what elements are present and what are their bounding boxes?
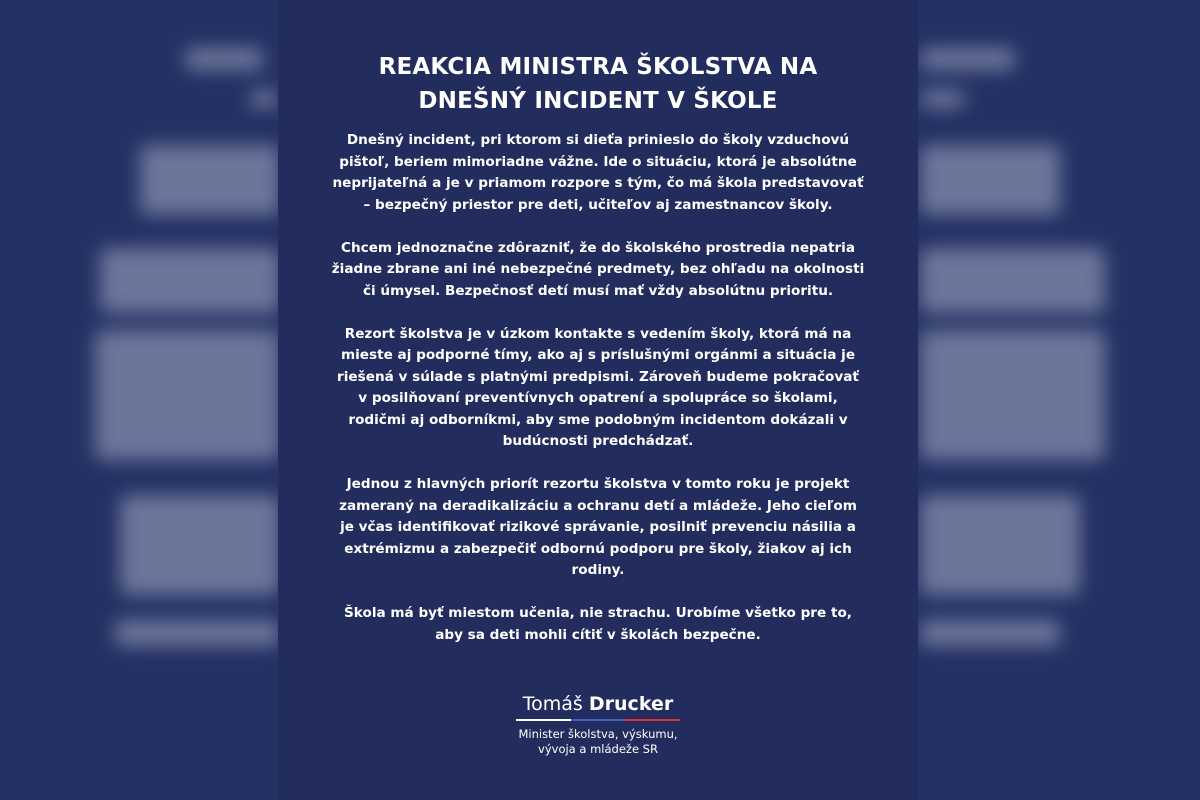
signature-role	[278, 727, 918, 757]
paragraph-closing	[326, 603, 870, 646]
signature-name	[523, 692, 673, 716]
text-line: Dnešný incident, pri ktorom si dieťa prinieslo do školy vzduchovú	[346, 132, 850, 148]
text-line: budúcnosti predchádzať.	[502, 433, 694, 449]
statement-panel	[278, 0, 918, 800]
paragraph-project	[326, 474, 870, 582]
text-line: rodiny.	[571, 562, 625, 578]
paragraph-incident	[326, 130, 870, 216]
text-line: aby sa deti mohli cítiť v školách bezpečne.	[435, 626, 761, 643]
text-line: mieste aj podporné tímy, ako aj s príslušnými orgánmi a situácia je	[340, 347, 856, 363]
statement-content	[278, 0, 918, 800]
rule-segment-blue	[571, 719, 626, 721]
paragraph-no-weapons	[326, 238, 870, 303]
text-line: pištoľ, beriem mimoriadne vážne. Ide o situáciu, ktorá je absolútne	[339, 153, 857, 170]
signature-block	[278, 692, 918, 757]
text-line: Chcem jednoznačne zdôrazniť, že do školského prostredia nepatria	[341, 239, 855, 256]
text-line: Jednou z hlavných priorít rezortu školstva v tomto roku je projekt	[346, 476, 850, 492]
text-line: neprijateľná a je v priamom rozpore s tým, čo má škola predstavovať	[332, 175, 864, 191]
role-line: Minister školstva, výskumu,	[518, 727, 678, 741]
rule-segment-red	[625, 719, 680, 721]
title-line: REAKCIA MINISTRA ŠKOLSTVA NA	[378, 54, 818, 80]
text-line: Rezort školstva je v úzkom kontakte s vedením školy, ktorá má na	[344, 325, 852, 342]
statement-title	[318, 50, 878, 118]
text-line: rodičmi aj odborníkmi, aby sme podobným incidentom dokázali v	[348, 411, 848, 428]
signature-tricolor-rule	[516, 719, 680, 723]
paragraph-ministry-contact	[326, 324, 870, 453]
text-line: – bezpečný priestor pre deti, učiteľov aj zamestnancov školy.	[363, 196, 833, 213]
signature-last-name: Drucker	[588, 693, 674, 715]
role-line: vývoja a mládeže SR	[538, 742, 658, 756]
title-line: DNEŠNÝ INCIDENT V ŠKOLE	[418, 88, 778, 114]
rule-segment-white	[516, 719, 571, 721]
text-line: je včas identifikovať rizikové správanie, posilniť prevenciu násilia a	[340, 519, 856, 535]
text-line: extrémizmu a zabezpečiť odbornú podporu pre školy, žiakov aj ich	[344, 540, 852, 557]
text-line: žiadne zbrane ani iné nebezpečné predmety, bez ohľadu na okolnosti	[331, 261, 865, 277]
text-line: Škola má byť miestom učenia, nie strachu. Urobíme všetko pre to,	[344, 605, 852, 621]
text-line: riešená v súlade s platnými predpismi. Zároveň budeme pokračovať	[337, 368, 859, 385]
signature-first-name: Tomáš	[522, 693, 583, 715]
text-line: zameraný na deradikalizáciu a ochranu detí a mládeže. Jeho cieľom	[339, 497, 857, 514]
text-line: v posilňovaní preventívnych opatrení a spolupráce so školami,	[358, 390, 838, 406]
statement-body	[326, 130, 870, 668]
text-line: či úmysel. Bezpečnosť detí musí mať vždy absolútnu prioritu.	[362, 282, 834, 299]
